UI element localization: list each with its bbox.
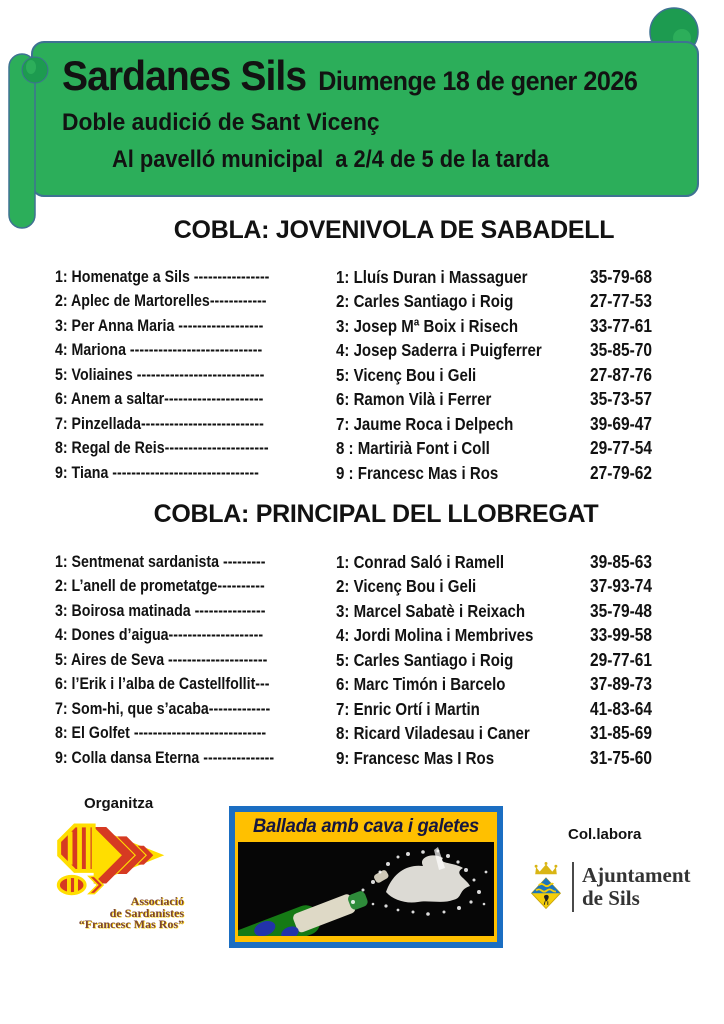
event-title: Sardanes Sils bbox=[62, 52, 307, 99]
program-row bbox=[55, 599, 675, 624]
tempo-counts: 39-85-63 bbox=[590, 551, 652, 572]
musician-name: 4: Josep Saderra i Puigferrer bbox=[336, 340, 542, 361]
song-title: 8: El Golfet ---------------------------- bbox=[55, 724, 267, 743]
photo-caption: Ballada amb cava i galetes bbox=[252, 816, 480, 837]
cava-photo-box bbox=[229, 806, 503, 948]
song-title: 2: Aplec de Martorelles------------ bbox=[55, 292, 267, 311]
musician-name: 2: Vicenç Bou i Geli bbox=[336, 576, 477, 597]
program-list-principal bbox=[55, 550, 675, 771]
program-row bbox=[55, 339, 675, 364]
organitza-label: Organitza bbox=[84, 795, 154, 812]
program-row bbox=[55, 550, 675, 575]
program-row bbox=[55, 290, 675, 315]
musician-name: 9: Francesc Mas I Ros bbox=[336, 747, 495, 768]
tempo-counts: 29-77-54 bbox=[590, 438, 652, 459]
musician-name: 4: Jordi Molina i Membrives bbox=[336, 625, 534, 646]
program-row bbox=[55, 648, 675, 673]
collabora-label: Col.labora bbox=[568, 826, 642, 843]
tempo-counts: 35-73-57 bbox=[590, 389, 652, 410]
program-row bbox=[55, 265, 675, 290]
ajuntament-line2: de Sils bbox=[582, 886, 640, 910]
song-title: 4: Mariona ---------------------------- bbox=[55, 341, 263, 360]
tempo-counts: 33-77-61 bbox=[590, 315, 652, 336]
musician-name: 9 : Francesc Mas i Ros bbox=[336, 462, 499, 483]
musician-name: 8: Ricard Viladesau i Caner bbox=[336, 723, 530, 744]
banner-title-line bbox=[62, 52, 637, 100]
program-row bbox=[55, 314, 675, 339]
program-list-jovenivola bbox=[55, 265, 675, 486]
tempo-counts: 37-89-73 bbox=[590, 674, 652, 695]
song-title: 3: Boirosa matinada --------------- bbox=[55, 601, 266, 620]
sils-crest-icon bbox=[528, 858, 564, 914]
tempo-counts: 27-87-76 bbox=[590, 364, 652, 385]
ajuntament-wordmark bbox=[582, 864, 691, 910]
song-title: 6: l’Erik i l’alba de Castellfollit--- bbox=[55, 675, 270, 694]
song-title: 7: Som-hi, que s’acaba------------- bbox=[55, 699, 271, 718]
song-title: 5: Aires de Seva --------------------- bbox=[55, 650, 268, 669]
program-row bbox=[55, 575, 675, 600]
song-title: 4: Dones d’aigua-------------------- bbox=[55, 626, 264, 645]
program-row bbox=[55, 363, 675, 388]
event-venue-time: Al pavelló municipal a 2/4 de 5 de la tarda bbox=[112, 146, 549, 173]
cava-bottle-photo bbox=[238, 842, 494, 936]
song-title: 3: Per Anna Maria ------------------ bbox=[55, 316, 264, 335]
musician-name: 5: Vicenç Bou i Geli bbox=[336, 364, 477, 385]
song-title: 5: Voliaines --------------------------- bbox=[55, 365, 265, 384]
program-row bbox=[55, 388, 675, 413]
musician-name: 6: Marc Timón i Barcelo bbox=[336, 674, 506, 695]
tempo-counts: 29-77-61 bbox=[590, 649, 652, 670]
program-row bbox=[55, 461, 675, 486]
musician-name: 2: Carles Santiago i Roig bbox=[336, 291, 514, 312]
song-title: 1: Homenatge a Sils ---------------- bbox=[55, 267, 270, 286]
section-heading-jovenivola: COBLA: JOVENIVOLA DE SABADELL bbox=[173, 216, 615, 244]
song-title: 9: Tiana ------------------------------- bbox=[55, 463, 259, 482]
musician-name: 1: Conrad Saló i Ramell bbox=[336, 551, 505, 572]
program-row bbox=[55, 697, 675, 722]
program-row bbox=[55, 437, 675, 462]
song-title: 9: Colla dansa Eterna --------------- bbox=[55, 748, 275, 767]
organitza-name-line3: “Francesc Mas Ros” bbox=[78, 917, 184, 931]
tempo-counts: 31-85-69 bbox=[590, 723, 652, 744]
musician-name: 3: Marcel Sabatè i Reixach bbox=[336, 600, 526, 621]
organitza-name-line1: Associació bbox=[130, 894, 184, 908]
musician-name: 1: Lluís Duran i Massaguer bbox=[336, 266, 528, 287]
tempo-counts: 31-75-60 bbox=[590, 747, 652, 768]
organitza-name-line2: de Sardanistes bbox=[109, 905, 184, 920]
musician-name: 3: Josep Mª Boix i Risech bbox=[336, 315, 519, 336]
tempo-counts: 35-79-68 bbox=[590, 266, 652, 287]
musician-name: 5: Carles Santiago i Roig bbox=[336, 649, 514, 670]
sardanistes-logo-icon bbox=[48, 816, 166, 896]
song-title: 7: Pinzellada-------------------------- bbox=[55, 414, 264, 433]
musician-name: 7: Enric Ortí i Martin bbox=[336, 698, 480, 719]
song-title: 6: Anem a saltar--------------------- bbox=[55, 390, 264, 409]
musician-name: 6: Ramon Vilà i Ferrer bbox=[336, 389, 492, 410]
program-row bbox=[55, 673, 675, 698]
program-row bbox=[55, 746, 675, 771]
organitza-name bbox=[52, 896, 184, 931]
musician-name: 7: Jaume Roca i Delpech bbox=[336, 413, 514, 434]
tempo-counts: 33-99-58 bbox=[590, 625, 652, 646]
tempo-counts: 41-83-64 bbox=[590, 698, 652, 719]
tempo-counts: 27-79-62 bbox=[590, 462, 652, 483]
ajuntament-line1: Ajuntament bbox=[582, 863, 691, 887]
song-title: 2: L’anell de prometatge---------- bbox=[55, 577, 265, 596]
program-row bbox=[55, 412, 675, 437]
tempo-counts: 39-69-47 bbox=[590, 413, 652, 434]
song-title: 8: Regal de Reis---------------------- bbox=[55, 439, 269, 458]
tempo-counts: 27-77-53 bbox=[590, 291, 652, 312]
cava-bottle-illustration bbox=[238, 842, 494, 936]
tempo-counts: 35-79-48 bbox=[590, 600, 652, 621]
section-heading-principal: COBLA: PRINCIPAL DEL LLOBREGAT bbox=[153, 500, 599, 528]
event-subtitle: Doble audició de Sant Vicenç bbox=[62, 109, 380, 136]
event-date: Diumenge 18 de gener 2026 bbox=[318, 66, 638, 96]
crest-divider bbox=[572, 862, 574, 912]
program-row bbox=[55, 722, 675, 747]
song-title: 1: Sentmenat sardanista --------- bbox=[55, 552, 266, 571]
tempo-counts: 37-93-74 bbox=[590, 576, 652, 597]
musician-name: 8 : Martirià Font i Coll bbox=[336, 438, 490, 459]
tempo-counts: 35-85-70 bbox=[590, 340, 652, 361]
program-row bbox=[55, 624, 675, 649]
